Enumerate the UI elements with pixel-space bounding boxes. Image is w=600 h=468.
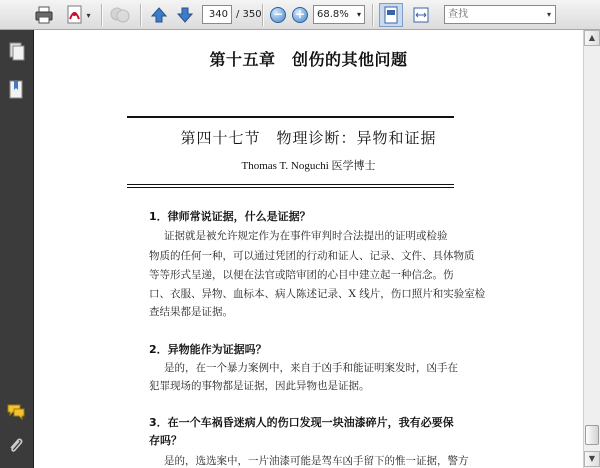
section-title: 第四十七节 物理诊断：异物和证据 <box>180 129 437 147</box>
page-number-input[interactable]: 340 <box>202 5 232 24</box>
vertical-scrollbar[interactable] <box>583 30 600 468</box>
arrow-down-icon[interactable] <box>175 3 195 27</box>
comments-icon[interactable] <box>6 402 26 422</box>
paragraph-line: 口、衣服、异物、血标本、病人陈述记录、X 线片，伤口照片和实验室检 <box>149 288 486 300</box>
paragraph-line: 查结果都是证据。 <box>149 306 233 318</box>
separator <box>262 4 264 26</box>
chapter-title: 第十五章 创伤的其他问题 <box>209 50 408 69</box>
scroll-down-icon[interactable]: ▼ <box>584 451 600 467</box>
arrow-up-icon[interactable] <box>149 3 169 27</box>
divider <box>127 116 454 118</box>
question-1: 1．律师常说证据，什么是证据？ <box>149 210 311 223</box>
bookmarks-panel-icon[interactable] <box>6 80 26 100</box>
paragraph-line: 证据就是被允许规定作为在事件审判时合法提出的证明或检验 <box>164 230 448 242</box>
zoom-in-icon[interactable]: + <box>290 3 310 27</box>
printer-icon[interactable] <box>33 3 55 27</box>
pdf-create-icon[interactable] <box>62 3 94 27</box>
scroll-up-icon[interactable]: ▲ <box>584 30 600 46</box>
pages-panel-icon[interactable] <box>6 42 26 62</box>
paragraph-line: 是的，选选案中，一片油漆可能是驾车凶手留下的惟一证据，警方 <box>164 455 469 467</box>
scroll-thumb[interactable] <box>585 425 599 445</box>
page-count: / 350 <box>236 9 262 20</box>
question-2: 2．异物能作为证据吗？ <box>149 343 267 356</box>
document-view[interactable] <box>34 30 583 468</box>
fit-page-icon[interactable] <box>379 3 403 27</box>
divider <box>127 184 454 185</box>
zoom-value: 68.8% <box>317 9 349 20</box>
search-placeholder: 查找 <box>448 9 468 20</box>
navigation-panel <box>0 30 34 468</box>
chevron-down-icon: ▾ <box>546 10 551 19</box>
question-3: 3．在一个车祸昏迷病人的伤口发现一块油漆碎片，我有必要保 <box>149 416 454 429</box>
divider <box>127 187 454 188</box>
separator <box>101 4 103 26</box>
zoom-select[interactable] <box>313 5 365 24</box>
paragraph-line: 犯罪现场的事物都是证据，因此异物也是证据。 <box>149 380 370 392</box>
paragraph-line: 是的，在一个暴力案例中，来自于凶手和能证明案发时，凶手在 <box>164 362 458 374</box>
paperclip-icon[interactable] <box>6 436 26 456</box>
search-input[interactable] <box>444 5 556 24</box>
zoom-out-icon[interactable]: − <box>268 3 288 27</box>
author: Thomas T. Noguchi 医学博士 <box>241 160 376 172</box>
separator <box>372 4 374 26</box>
paragraph-line: 物质的任何一种，可以通过凭团的行动和证人、记录、文件、具体物质 <box>149 250 475 262</box>
toolbar <box>0 0 600 30</box>
collaborate-icon[interactable] <box>108 3 132 27</box>
chevron-down-icon[interactable]: ▾ <box>86 10 91 20</box>
fit-width-icon[interactable] <box>410 3 432 27</box>
chevron-down-icon: ▾ <box>356 10 361 19</box>
question-3-cont: 存吗？ <box>149 434 182 447</box>
paragraph-line: 等等形式呈递，以便在法官或陪审团的心目中建立起一种信念。伤 <box>149 269 454 281</box>
separator <box>140 4 142 26</box>
